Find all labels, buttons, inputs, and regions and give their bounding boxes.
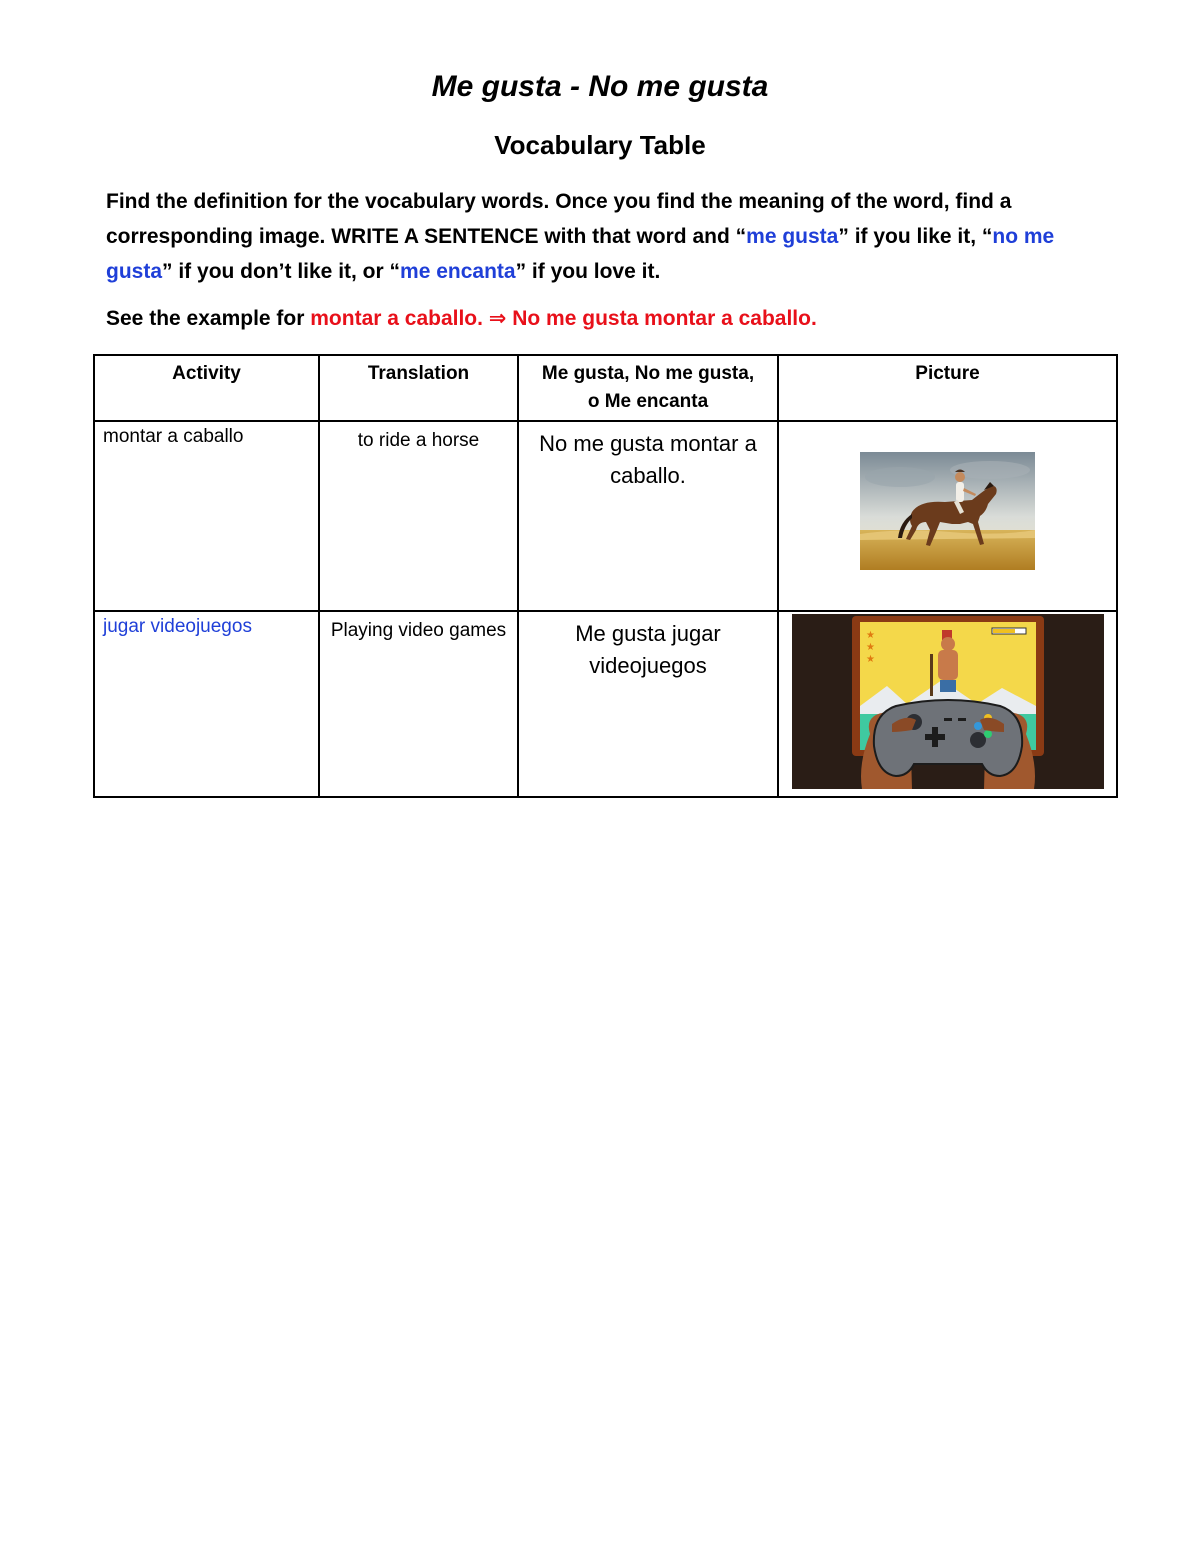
vocabulary-table	[93, 354, 1118, 798]
header-sentence	[518, 355, 778, 421]
svg-text:★: ★	[865, 642, 875, 653]
table-header-row	[94, 355, 1117, 421]
document-subtitle: Vocabulary Table	[494, 130, 706, 160]
instructions-text-2: ” if you like it, “	[838, 225, 993, 248]
activity-cell: jugar videojuegos	[94, 611, 319, 797]
picture-cell	[778, 611, 1117, 797]
example-line	[106, 306, 1106, 331]
svg-text:★: ★	[865, 630, 875, 641]
sentence-cell: Me gusta jugar videojuegos	[518, 611, 778, 797]
table-row	[94, 421, 1117, 611]
table-row	[94, 611, 1117, 797]
header-translation: Translation	[319, 355, 518, 421]
header-picture: Picture	[778, 355, 1117, 421]
instructions-text-1: Find the definition for the vocabulary words. Once you find the meaning of the word, find a corresponding image. WRITE A SENTENCE with that word and “	[106, 190, 1012, 248]
header-sentence-line2: o Me encanta	[587, 391, 709, 412]
instructions-text-4: ” if you love it.	[515, 260, 661, 283]
document-title: Me gusta - No me gusta	[431, 70, 769, 103]
phrase-no-me-gusta: no me gusta	[106, 225, 1055, 283]
header-activity: Activity	[94, 355, 319, 421]
activity-cell: montar a caballo	[94, 421, 319, 611]
example-highlight: montar a caballo. ⇒ No me gusta montar a caballo.	[310, 307, 817, 330]
instructions-text-3: ” if you don’t like it, or “	[162, 260, 401, 283]
horse-rider-photo-icon	[860, 452, 1035, 570]
instructions-paragraph	[106, 184, 1106, 289]
picture-cell	[778, 421, 1117, 611]
video-game-controller-illustration-icon	[792, 614, 1104, 789]
example-lead: See the example for	[106, 307, 311, 330]
translation-cell: to ride a horse	[319, 421, 518, 611]
sentence-cell: No me gusta montar a caballo.	[518, 421, 778, 611]
translation-cell: Playing video games	[319, 611, 518, 797]
phrase-me-gusta: me gusta	[746, 225, 839, 248]
header-sentence-line1: Me gusta, No me gusta,	[541, 363, 755, 384]
svg-text:★: ★	[865, 654, 875, 665]
phrase-me-encanta: me encanta	[400, 260, 516, 283]
